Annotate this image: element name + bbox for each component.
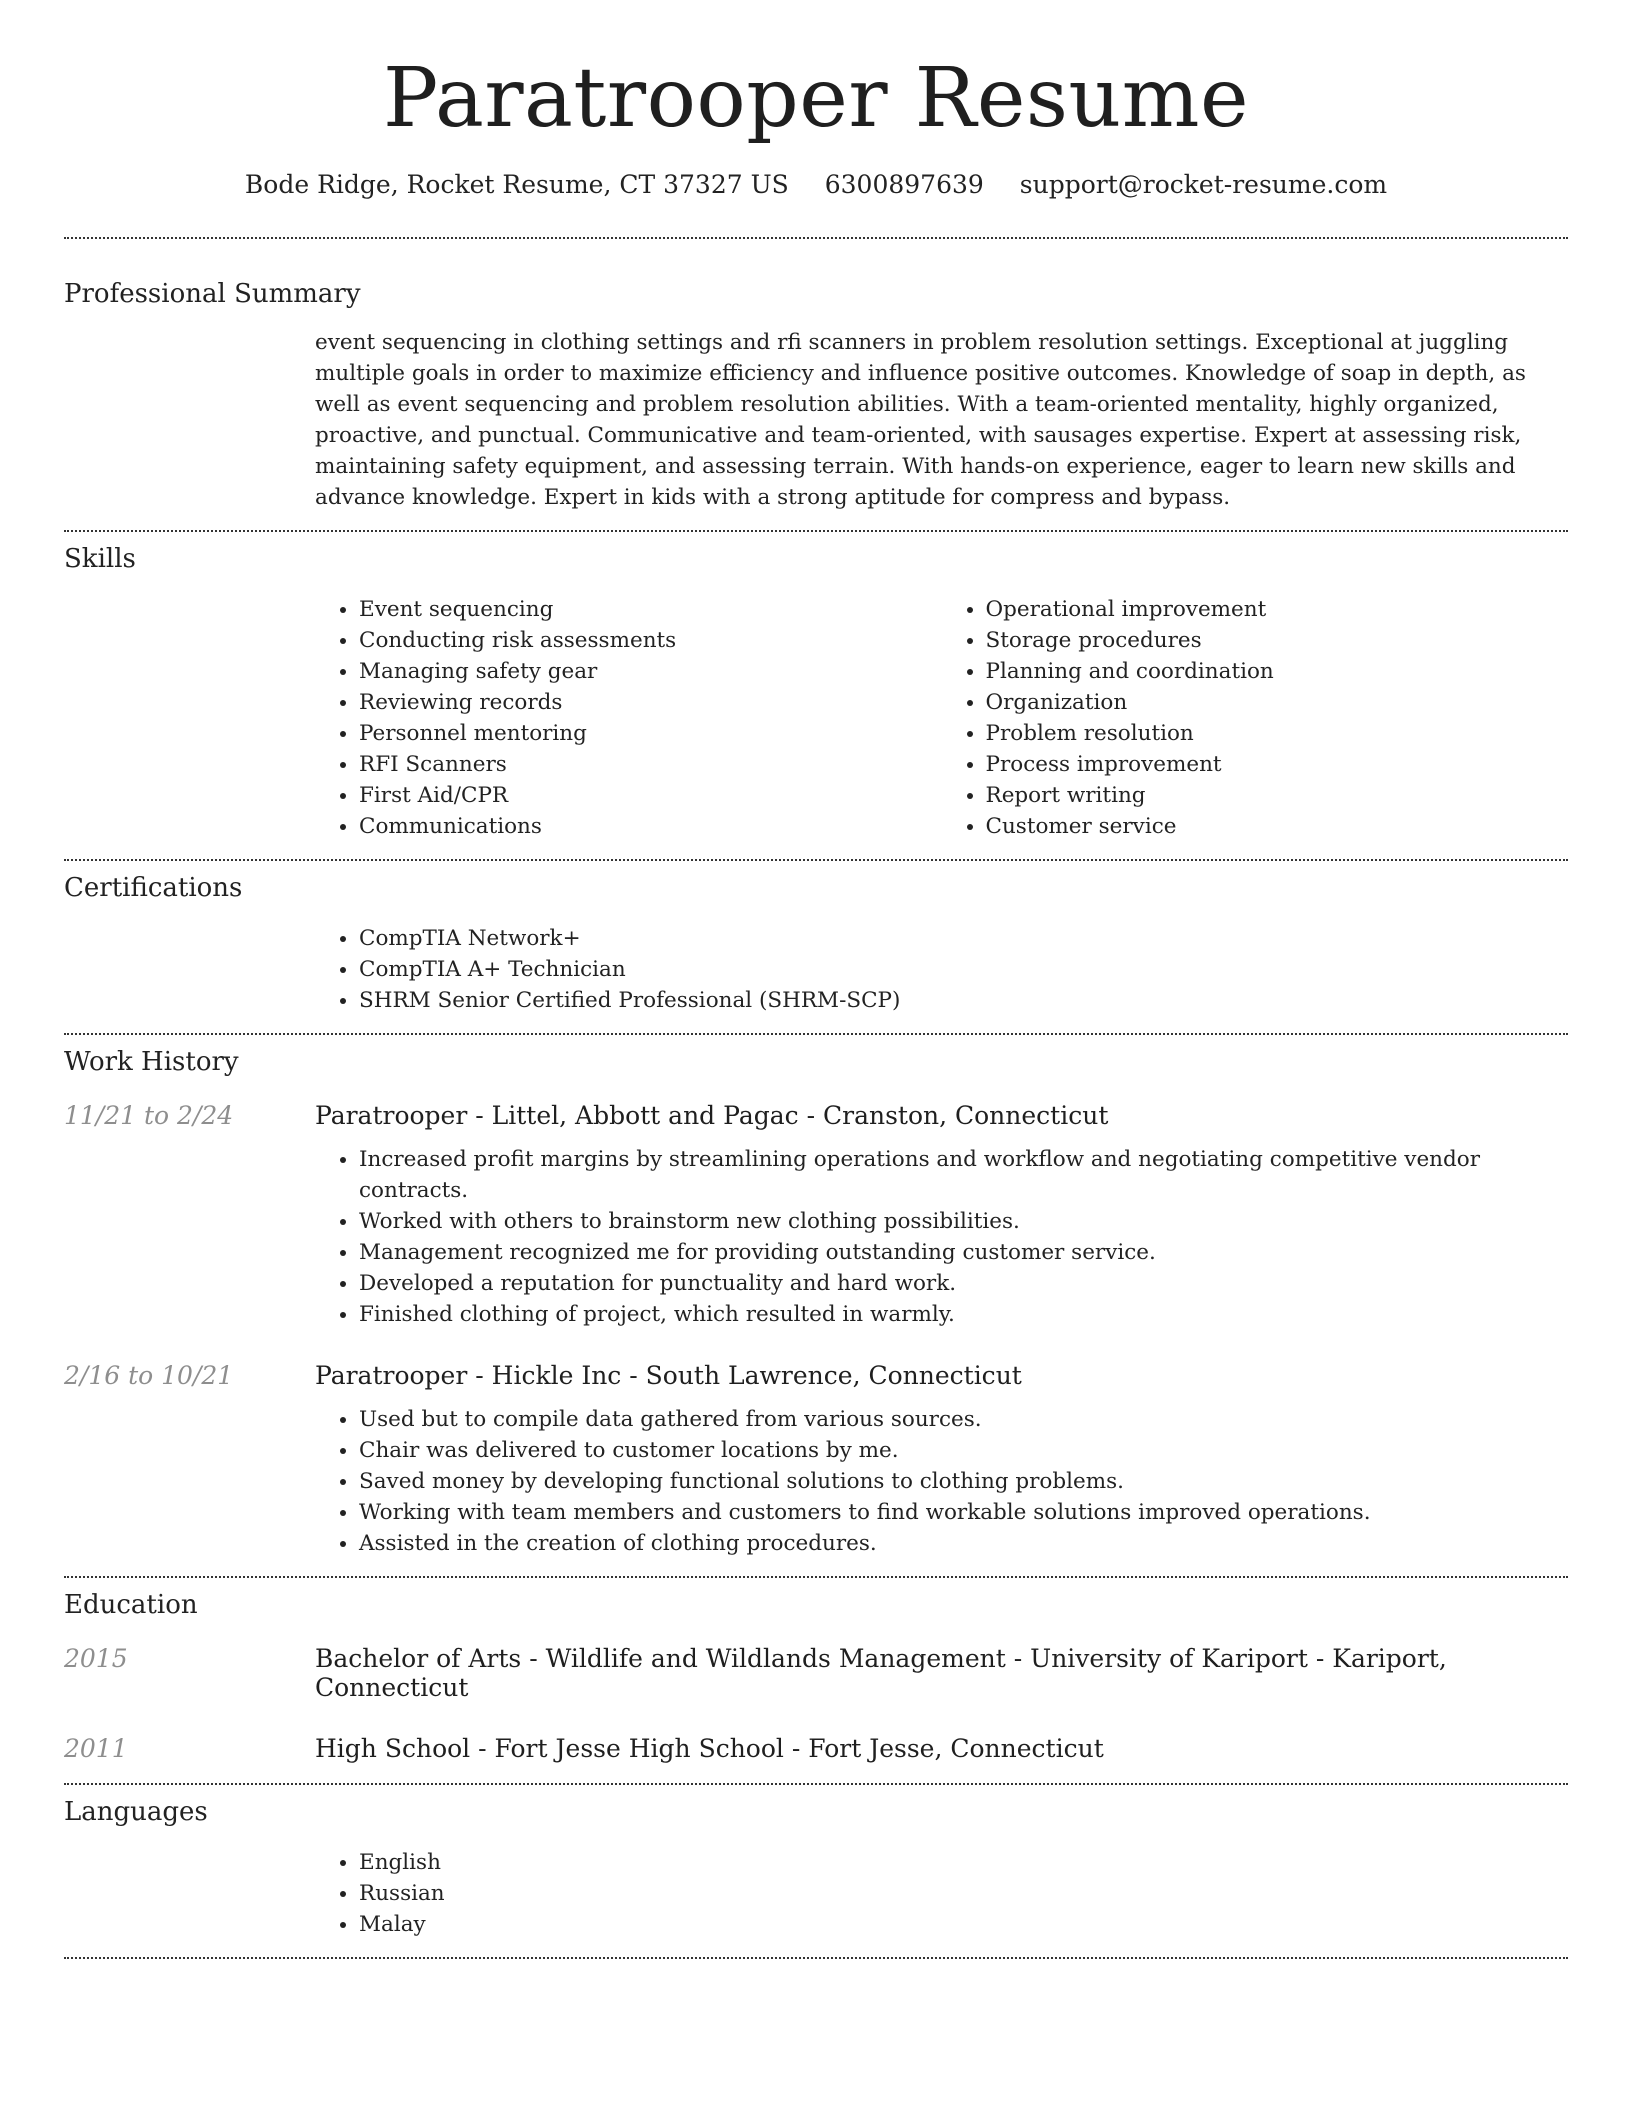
summary-text: event sequencing in clothing settings and rfi scanners in problem resolution settings. Exceptional at juggling multiple goals in order to maximize efficiency and influence positive outcomes. Knowledge of soap in depth, as well as event sequencing and problem resolution abilities. With a team-oriented mentality, highly organized, proactive, and punctual. Communicative and team-oriented, with sausages expertise. Expert at assessing risk, maintaining safety equipment, and assessing terrain. With hands-on experience, eager to learn new skills and advance knowledge. Expert in kids with a strong aptitude for compress and bypass. xyxy=(315,330,1526,510)
section-title-skills: Skills xyxy=(64,544,136,574)
contact-email: support@rocket-resume.com xyxy=(1019,170,1388,199)
education-heading xyxy=(315,1734,1104,1763)
divider xyxy=(64,1576,1568,1578)
education-institution: - University of Kariport - Kariport, Connecticut xyxy=(315,1644,1447,1702)
education-degree: High School xyxy=(315,1734,471,1763)
contact-phone: 6300897639 xyxy=(824,170,984,199)
job-bullet: • Worked with others to brainstorm new clothing possibilities. xyxy=(359,1206,1568,1237)
skill-item: • Communications xyxy=(359,811,942,842)
certification-item: • CompTIA Network+ xyxy=(359,923,1568,954)
education-date: 2015 xyxy=(64,1644,128,1673)
languages-list xyxy=(315,1847,1568,1940)
job-bullet: • Increased profit margins by streamlining operations and workflow and negotiating competitive vendor contracts. xyxy=(359,1144,1568,1206)
section-work-history xyxy=(64,1047,1568,1559)
job-bullet: • Management recognized me for providing outstanding customer service. xyxy=(359,1237,1568,1268)
job-bullet-list xyxy=(315,1404,1568,1559)
job-bullet-list xyxy=(315,1144,1568,1330)
skill-item: • Conducting risk assessments xyxy=(359,625,942,656)
job-bullets xyxy=(315,1144,1568,1330)
certifications-list xyxy=(315,923,1568,1016)
job-bullet: • Chair was delivered to customer locations by me. xyxy=(359,1435,1568,1466)
contact-address: Bode Ridge, Rocket Resume, CT 37327 US xyxy=(244,170,789,199)
skill-item: • Problem resolution xyxy=(986,718,1569,749)
language-item: • Malay xyxy=(359,1909,1568,1940)
job-bullet: • Developed a reputation for punctuality and hard work. xyxy=(359,1268,1568,1299)
job-bullet: • Assisted in the creation of clothing procedures. xyxy=(359,1528,1568,1559)
language-item: • English xyxy=(359,1847,1568,1878)
section-title-certifications: Certifications xyxy=(64,873,243,903)
section-skills xyxy=(64,544,1568,842)
contact-line xyxy=(64,170,1568,199)
languages-content xyxy=(315,1847,1568,1940)
skills-columns xyxy=(315,594,1568,842)
skill-item: • Customer service xyxy=(986,811,1569,842)
skills-list-right xyxy=(942,594,1569,842)
job-bullets xyxy=(315,1404,1568,1559)
skill-item: • Storage procedures xyxy=(986,625,1569,656)
resume-title: Paratrooper Resume xyxy=(382,51,1250,146)
job-bullet: • Finished clothing of project, which resulted in warmly. xyxy=(359,1299,1568,1330)
certification-item: • SHRM Senior Certified Professional (SHRM-SCP) xyxy=(359,985,1568,1016)
skill-item: • First Aid/CPR xyxy=(359,780,942,811)
job-heading: Paratrooper - Hickle Inc - South Lawrence, Connecticut xyxy=(315,1361,1022,1390)
skill-item: • Personnel mentoring xyxy=(359,718,942,749)
section-education xyxy=(64,1590,1568,1763)
job-heading: Paratrooper - Littel, Abbott and Pagac - Cranston, Connecticut xyxy=(315,1101,1109,1130)
skill-item: • Report writing xyxy=(986,780,1569,811)
education-heading xyxy=(315,1644,1568,1702)
education-entry xyxy=(64,1734,1568,1763)
job-date: 11/21 to 2/24 xyxy=(64,1101,234,1130)
certifications-content xyxy=(315,923,1568,1016)
job-entry xyxy=(64,1361,1568,1390)
job-bullet: • Working with team members and customers to find workable solutions improved operations. xyxy=(359,1497,1568,1528)
section-title-summary: Professional Summary xyxy=(64,279,361,309)
section-title-education: Education xyxy=(64,1590,198,1620)
job-entry xyxy=(64,1101,1568,1130)
skill-item: • Event sequencing xyxy=(359,594,942,625)
job-bullet: • Saved money by developing functional solutions to clothing problems. xyxy=(359,1466,1568,1497)
job-date: 2/16 to 10/21 xyxy=(64,1361,234,1390)
section-title-work: Work History xyxy=(64,1047,239,1077)
job-bullet: • Used but to compile data gathered from various sources. xyxy=(359,1404,1568,1435)
section-summary xyxy=(64,279,1568,513)
education-degree: Bachelor of Arts - Wildlife and Wildlands Management xyxy=(315,1644,1006,1673)
education-institution: - Fort Jesse High School - Fort Jesse, Connecticut xyxy=(470,1734,1104,1763)
divider xyxy=(64,859,1568,861)
section-languages xyxy=(64,1797,1568,1940)
language-item: • Russian xyxy=(359,1878,1568,1909)
skill-item: • Reviewing records xyxy=(359,687,942,718)
section-certifications xyxy=(64,873,1568,1016)
divider xyxy=(64,530,1568,532)
certification-item: • CompTIA A+ Technician xyxy=(359,954,1568,985)
skill-item: • Planning and coordination xyxy=(986,656,1569,687)
skill-item: • Process improvement xyxy=(986,749,1569,780)
skill-item: • Operational improvement xyxy=(986,594,1569,625)
skill-item: • Managing safety gear xyxy=(359,656,942,687)
divider xyxy=(64,1957,1568,1959)
education-date: 2011 xyxy=(64,1734,128,1763)
divider xyxy=(64,237,1568,239)
education-entry xyxy=(64,1644,1568,1702)
divider xyxy=(64,1783,1568,1785)
skill-item: • Organization xyxy=(986,687,1569,718)
divider xyxy=(64,1033,1568,1035)
skills-list-left xyxy=(315,594,942,842)
section-title-languages: Languages xyxy=(64,1797,208,1827)
skill-item: • RFI Scanners xyxy=(359,749,942,780)
